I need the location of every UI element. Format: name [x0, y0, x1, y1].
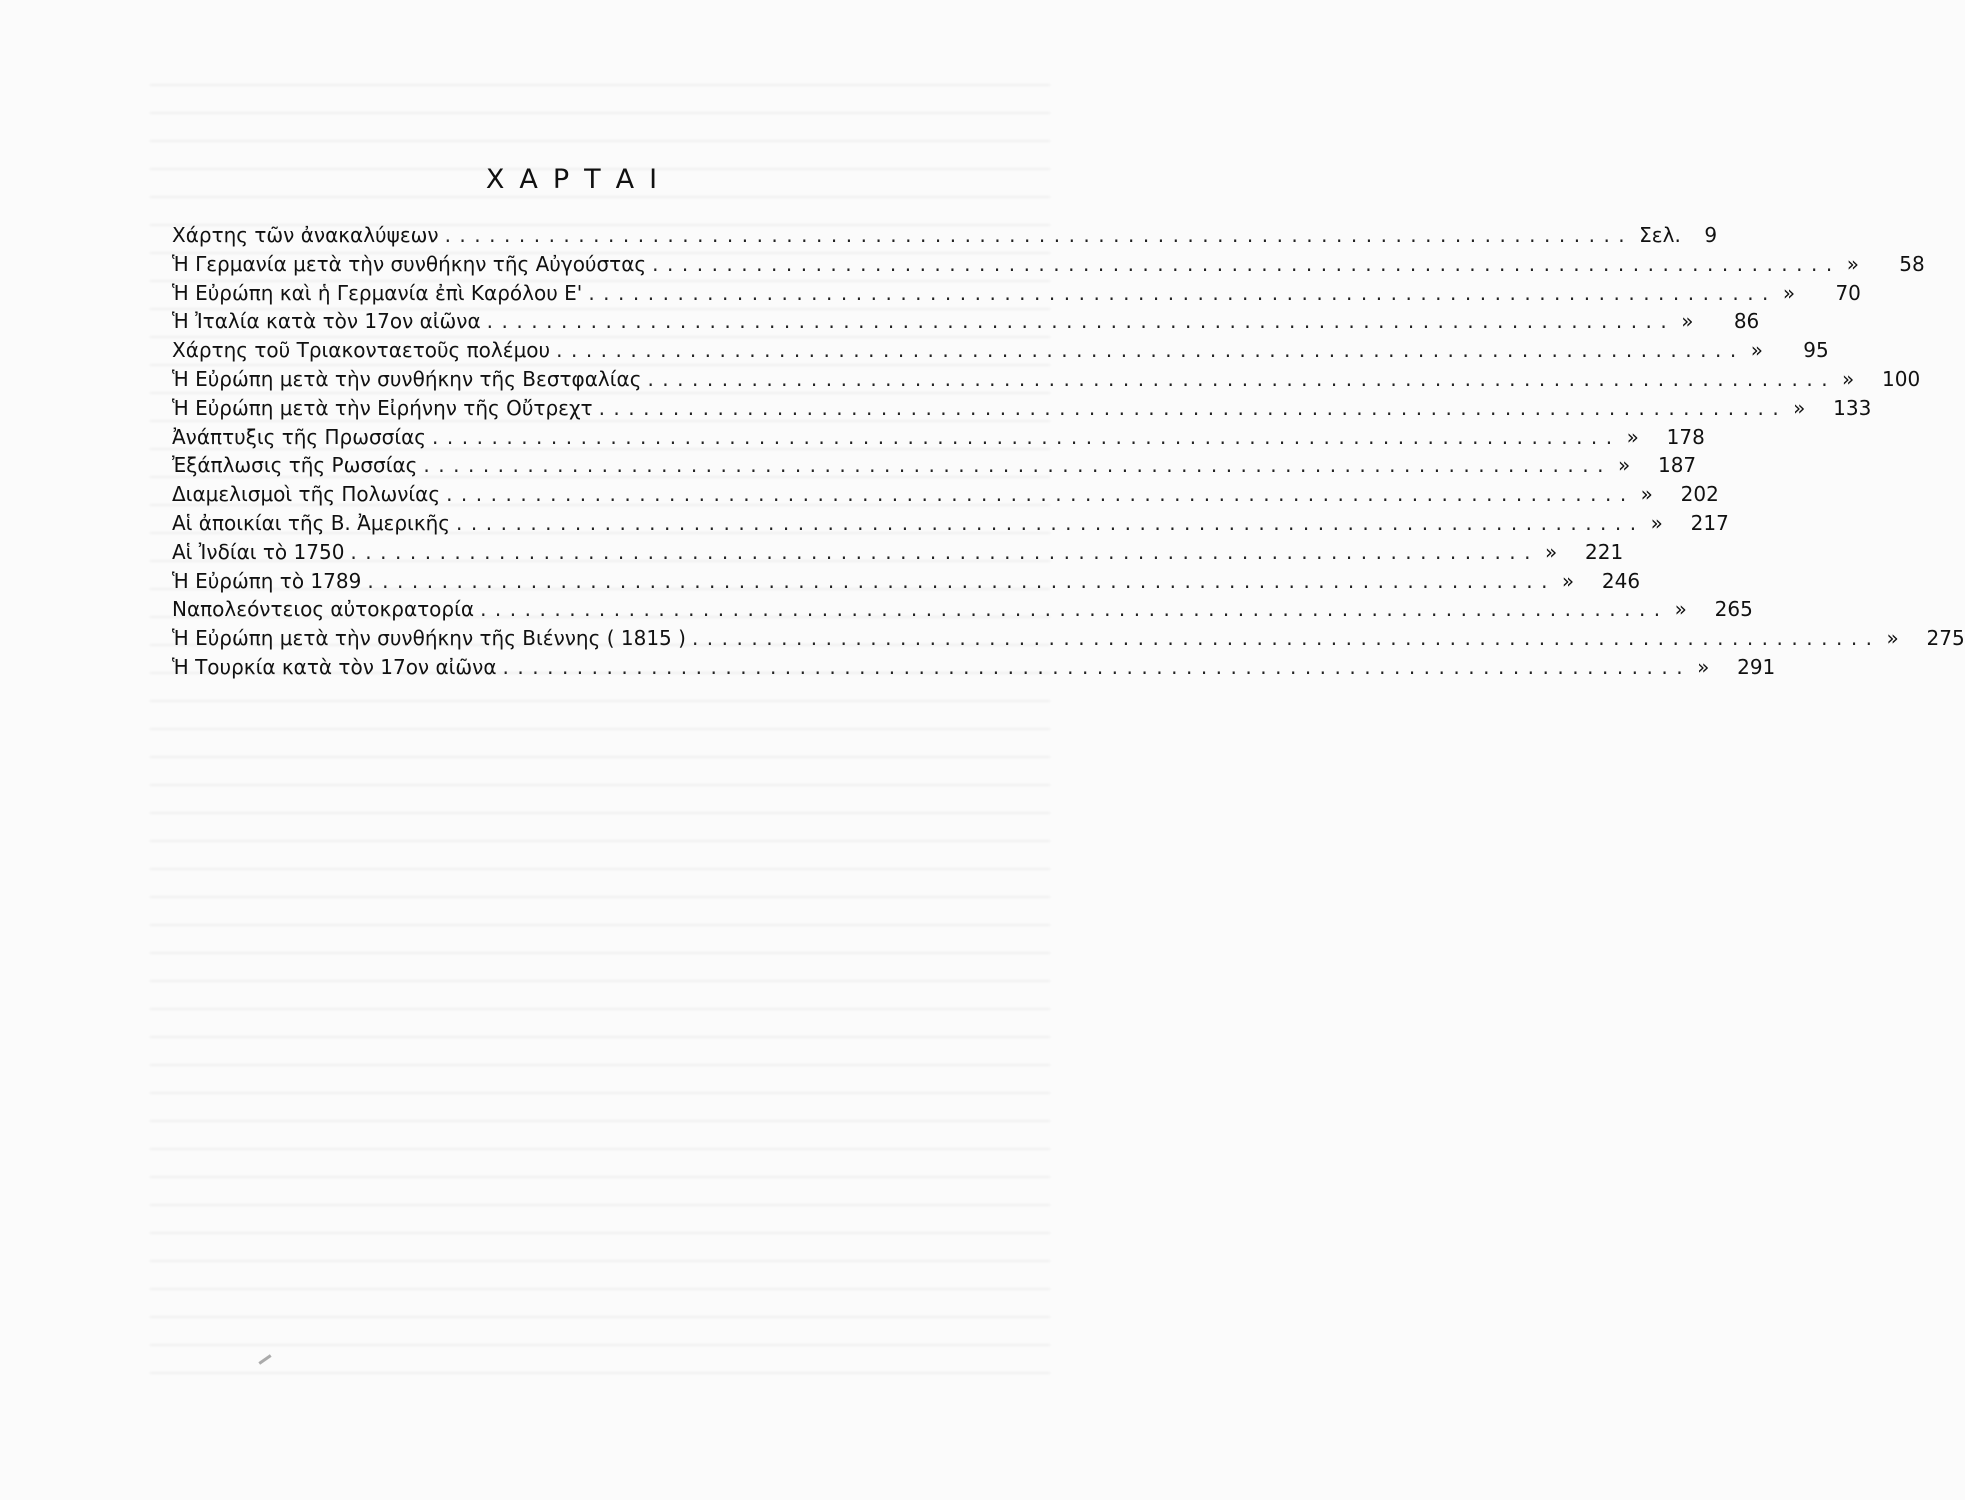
page-marker: »: [1561, 568, 1575, 593]
toc-entry-title: Ἡ Τουρκία κατὰ τὸν 17ον αἰῶνα: [172, 654, 497, 679]
toc-entry: [172, 453, 1697, 482]
dot-leader: ................................................................................: [423, 453, 1612, 478]
dot-leader: ................................................................................: [486, 309, 1676, 334]
toc-entry-title: Ἡ Εὐρώπη μετὰ τὴν συνθήκην τῆς Βιέννης ( 1815 ): [172, 626, 686, 651]
page-number: 265: [1714, 597, 1753, 622]
page-marker: Σελ.: [1639, 223, 1681, 247]
toc-entry: [172, 626, 1965, 655]
page-marker: »: [1681, 309, 1694, 334]
toc-entry-title: Ἡ Εὐρώπη καὶ ἡ Γερμανία ἐπὶ Καρόλου Ε': [172, 280, 583, 305]
page-number: 221: [1585, 539, 1624, 564]
toc-entry-title: Χάρτης τοῦ Τριακονταετοῦς πολέμου: [172, 338, 551, 363]
page-number: 58: [1899, 251, 1925, 276]
toc-entry-title: Ἐξάπλωσις τῆς Ρωσσίας: [172, 453, 418, 478]
toc-entry-title: Ἡ Ἰταλία κατὰ τὸν 17ον αἰῶνα: [172, 309, 481, 334]
page-number: 70: [1835, 280, 1861, 305]
dot-leader: ................................................................................: [432, 424, 1621, 449]
toc-entry-title: Ἡ Εὐρώπη μετὰ τὴν συνθήκην τῆς Βεστφαλίας: [172, 366, 642, 391]
page-marker: »: [1793, 395, 1806, 420]
toc-entry-title: Ἡ Εὐρώπη μετὰ τὴν Εἰρήνην τῆς Οὔτρεχτ: [172, 395, 593, 420]
dot-leader: ................................................................................: [598, 395, 1788, 420]
page-number: 291: [1737, 654, 1776, 679]
page-number: 86: [1733, 309, 1760, 334]
toc-entry: [172, 395, 1872, 425]
dot-leader: ................................................................................: [652, 251, 1841, 276]
dot-leader: ................................................................................: [502, 654, 1692, 679]
toc-entry: [172, 568, 1641, 598]
toc-entry: [172, 424, 1705, 454]
dot-leader: ................................................................................: [556, 338, 1745, 363]
toc-entry: [172, 309, 1760, 338]
toc-entry: [172, 654, 1776, 684]
page-number: 217: [1690, 510, 1729, 535]
dot-leader: ................................................................................: [444, 223, 1634, 247]
dot-leader: ................................................................................: [456, 510, 1645, 535]
page-marker: »: [1846, 251, 1859, 276]
toc-entry-title: Αἱ ἀποικίαι τῆς Β. Ἀμερικῆς: [172, 510, 451, 535]
page-marker: »: [1886, 626, 1899, 651]
page-number: 95: [1803, 338, 1829, 363]
page-number: 275: [1926, 626, 1965, 651]
dot-leader: ................................................................................: [480, 597, 1669, 622]
page-number: 178: [1666, 424, 1705, 449]
page-marker: »: [1545, 539, 1558, 564]
dot-leader: ................................................................................: [647, 366, 1837, 391]
page-number: 246: [1601, 568, 1641, 593]
page-marker: »: [1674, 597, 1687, 622]
page-number: 187: [1657, 453, 1697, 478]
toc-entry: [172, 510, 1729, 540]
page-number: 202: [1680, 482, 1719, 507]
toc-entry: [172, 539, 1624, 569]
page-marker: »: [1640, 482, 1653, 507]
toc-entry: [172, 366, 1921, 396]
page-number: 133: [1833, 395, 1872, 420]
dot-leader: ................................................................................: [588, 280, 1777, 305]
maps-table-of-contents: [172, 223, 1965, 684]
page-marker: »: [1750, 338, 1763, 363]
toc-entry: [172, 280, 1861, 310]
page-number: 9: [1704, 223, 1718, 247]
page-marker: »: [1782, 280, 1796, 305]
toc-entry: [172, 597, 1753, 626]
page-marker: »: [1842, 366, 1855, 391]
toc-entry-title: Ἡ Γερμανία μετὰ τὴν συνθήκην τῆς Αὐγούστας: [172, 251, 647, 276]
toc-entry-title: Αἱ Ἰνδίαι τὸ 1750: [172, 539, 345, 564]
page-marker: »: [1626, 424, 1639, 449]
dot-leader: ................................................................................: [691, 626, 1881, 651]
toc-entry: [172, 338, 1829, 367]
dot-leader: ................................................................................: [350, 539, 1540, 564]
dot-leader: ................................................................................: [367, 568, 1556, 593]
page-marker: »: [1617, 453, 1631, 478]
page-number: 100: [1882, 366, 1921, 391]
dot-leader: ................................................................................: [446, 482, 1635, 507]
toc-entry: [172, 482, 1719, 511]
toc-entry-title: Ἡ Εὐρώπη τὸ 1789: [172, 568, 362, 593]
page-marker: »: [1650, 510, 1663, 535]
toc-entry: [172, 223, 1718, 252]
toc-entry-title: Διαμελισμοὶ τῆς Πολωνίας: [172, 482, 441, 507]
toc-entry-title: Ναπολεόντειος αὐτοκρατορία: [172, 597, 475, 622]
page-marker: »: [1697, 654, 1710, 679]
page-title: ΧΑΡΤΑΙ: [485, 164, 673, 196]
toc-entry-title: Χάρτης τῶν ἀνακαλύψεων: [172, 223, 439, 247]
toc-entry: [172, 251, 1925, 281]
toc-entry-title: Ἀνάπτυξις τῆς Πρωσσίας: [172, 424, 427, 449]
